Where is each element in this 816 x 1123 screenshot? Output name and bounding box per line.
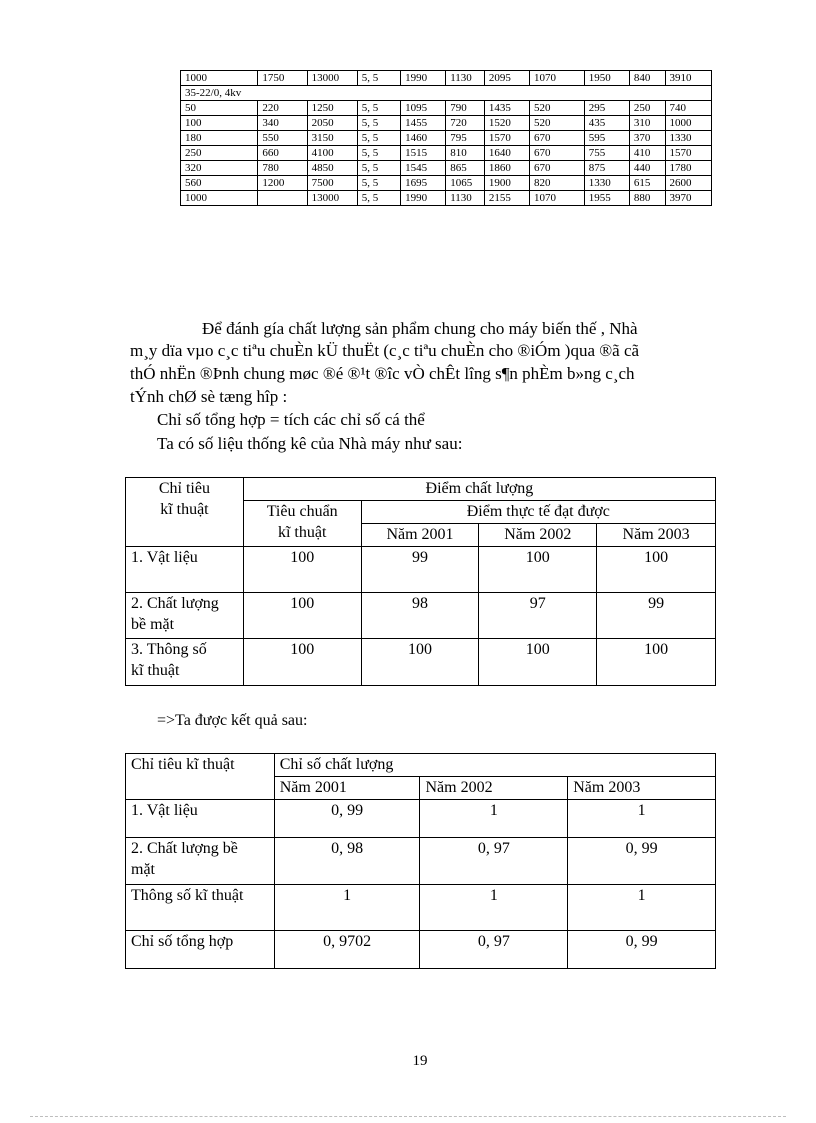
spec-cell: 340 bbox=[258, 116, 307, 131]
spec-cell: 660 bbox=[258, 146, 307, 161]
spec-cell: 2155 bbox=[484, 191, 529, 206]
spec-cell: 13000 bbox=[307, 191, 357, 206]
result-cell-value: 0, 99 bbox=[568, 931, 716, 969]
spec-cell: 370 bbox=[629, 131, 665, 146]
paragraph-line-3: thÓ nhËn ®Þnh chung møc ®é ®¹t ®îc vÒ chÊt lîng s¶n phÈm b»ng c¸ch bbox=[130, 364, 635, 383]
spec-cell: 5, 5 bbox=[357, 116, 400, 131]
result-header-year: Năm 2001 bbox=[274, 777, 420, 800]
points-row-surface bbox=[126, 593, 716, 639]
spec-cell: 180 bbox=[181, 131, 258, 146]
result-cell-value: 0, 97 bbox=[420, 838, 568, 885]
spec-row bbox=[181, 176, 712, 191]
spec-row bbox=[181, 71, 712, 86]
spec-row bbox=[181, 101, 712, 116]
result-cell-value: 0, 99 bbox=[274, 800, 420, 838]
spec-cell: 560 bbox=[181, 176, 258, 191]
spec-cell: 795 bbox=[446, 131, 485, 146]
spec-cell: 1455 bbox=[401, 116, 446, 131]
points-cell-value: 100 bbox=[597, 639, 716, 686]
spec-cell: 5, 5 bbox=[357, 161, 400, 176]
spec-cell: 1065 bbox=[446, 176, 485, 191]
spec-cell: 4100 bbox=[307, 146, 357, 161]
points-cell-value: 98 bbox=[361, 593, 479, 639]
result-row-name-line1: 2. Chất lượng bề bbox=[131, 840, 238, 857]
result-cell-value: 0, 99 bbox=[568, 838, 716, 885]
spec-cell: 1780 bbox=[665, 161, 712, 176]
points-header-quality-points: Điểm chất lượng bbox=[243, 478, 715, 501]
spec-cell: 1250 bbox=[307, 101, 357, 116]
points-row-name-line2: kĩ thuật bbox=[131, 662, 180, 679]
spec-row bbox=[181, 86, 712, 101]
spec-cell: 520 bbox=[529, 101, 584, 116]
result-row-name-line1: Chỉ số tổng hợp bbox=[131, 933, 234, 950]
paragraph-line-2: m¸y dïa vµo c¸c tiªu chuÈn kÜ thuËt (c¸c tiªu chuÈn cho ®iÓm )qua ®ã cã bbox=[130, 341, 640, 360]
points-cell-standard: 100 bbox=[243, 547, 361, 593]
result-cell-value: 0, 9702 bbox=[274, 931, 420, 969]
spec-cell: 250 bbox=[629, 101, 665, 116]
spec-cell: 790 bbox=[446, 101, 485, 116]
spec-cell bbox=[258, 191, 307, 206]
points-cell-value: 100 bbox=[479, 639, 597, 686]
spec-cell: 810 bbox=[446, 146, 485, 161]
spec-cell: 1520 bbox=[484, 116, 529, 131]
quality-index-table bbox=[125, 753, 716, 969]
result-cell-value: 1 bbox=[274, 885, 420, 931]
intro-text: Ta có số liệu thống kê của Nhà máy như sau: bbox=[157, 434, 463, 453]
result-row-name bbox=[126, 885, 275, 931]
spec-cell: 520 bbox=[529, 116, 584, 131]
spec-cell: 2050 bbox=[307, 116, 357, 131]
points-header-row-1 bbox=[126, 478, 716, 501]
result-cell-value: 1 bbox=[420, 885, 568, 931]
result-header-row-1 bbox=[126, 754, 716, 777]
result-row-name-line2: mặt bbox=[131, 861, 155, 878]
spec-cell: 875 bbox=[584, 161, 629, 176]
page-number: 19 bbox=[412, 1053, 428, 1069]
spec-cell: 5, 5 bbox=[357, 146, 400, 161]
points-row-materials bbox=[126, 547, 716, 593]
spec-cell: 780 bbox=[258, 161, 307, 176]
result-cell-value: 1 bbox=[568, 800, 716, 838]
spec-cell: 1695 bbox=[401, 176, 446, 191]
spec-table-body bbox=[181, 71, 712, 206]
result-cell-value: 0, 97 bbox=[420, 931, 568, 969]
spec-cell: 1750 bbox=[258, 71, 307, 86]
spec-cell: 615 bbox=[629, 176, 665, 191]
points-cell-value: 100 bbox=[597, 547, 716, 593]
spec-cell: 1990 bbox=[401, 71, 446, 86]
spec-cell: 1460 bbox=[401, 131, 446, 146]
spec-cell: 1435 bbox=[484, 101, 529, 116]
spec-cell: 7500 bbox=[307, 176, 357, 191]
spec-cell: 100 bbox=[181, 116, 258, 131]
result-intro-text: =>Ta được kết quả sau: bbox=[157, 712, 308, 729]
spec-cell: 1070 bbox=[529, 191, 584, 206]
result-row-surface bbox=[126, 838, 716, 885]
spec-cell: 1950 bbox=[584, 71, 629, 86]
spec-cell: 2600 bbox=[665, 176, 712, 191]
points-header-year: Năm 2002 bbox=[479, 524, 597, 547]
paragraph-line-1-text: Để đánh gía chất lượng sản phẩm chung cho máy biến thế , Nhà bbox=[202, 319, 638, 338]
result-header-year: Năm 2003 bbox=[568, 777, 716, 800]
spec-cell: 1330 bbox=[584, 176, 629, 191]
transformer-spec-table bbox=[180, 70, 712, 206]
result-row-composite bbox=[126, 931, 716, 969]
spec-cell: 1990 bbox=[401, 191, 446, 206]
spec-cell: 1000 bbox=[665, 116, 712, 131]
spec-cell: 1640 bbox=[484, 146, 529, 161]
result-row-name-line1: 1. Vật liệu bbox=[131, 802, 198, 819]
spec-cell: 3910 bbox=[665, 71, 712, 86]
spec-cell: 5, 5 bbox=[357, 101, 400, 116]
spec-cell: 1515 bbox=[401, 146, 446, 161]
points-header-standard bbox=[243, 501, 361, 547]
spec-cell: 1570 bbox=[484, 131, 529, 146]
spec-cell: 13000 bbox=[307, 71, 357, 86]
points-header-year: Năm 2003 bbox=[597, 524, 716, 547]
spec-row bbox=[181, 146, 712, 161]
result-row-name bbox=[126, 931, 275, 969]
spec-cell: 865 bbox=[446, 161, 485, 176]
spec-cell: 1130 bbox=[446, 191, 485, 206]
result-row-name bbox=[126, 838, 275, 885]
spec-cell: 550 bbox=[258, 131, 307, 146]
spec-cell: 410 bbox=[629, 146, 665, 161]
result-row-specs bbox=[126, 885, 716, 931]
points-cell-value: 100 bbox=[361, 639, 479, 686]
result-cell-value: 0, 98 bbox=[274, 838, 420, 885]
points-cell-standard: 100 bbox=[243, 593, 361, 639]
spec-cell: 250 bbox=[181, 146, 258, 161]
points-header-standard-line2: kĩ thuật bbox=[277, 524, 327, 541]
spec-row bbox=[181, 161, 712, 176]
footer-divider bbox=[30, 1116, 786, 1117]
spec-cell: 310 bbox=[629, 116, 665, 131]
formula-text: Chỉ số tổng hợp = tích các chỉ số cá thể bbox=[157, 410, 425, 429]
points-header-actual: Điểm thực tế đạt được bbox=[361, 501, 715, 524]
spec-cell: 755 bbox=[584, 146, 629, 161]
spec-cell: 595 bbox=[584, 131, 629, 146]
spec-cell: 670 bbox=[529, 131, 584, 146]
spec-row bbox=[181, 131, 712, 146]
spec-cell: 670 bbox=[529, 161, 584, 176]
spec-section-label: 35-22/0, 4kv bbox=[181, 86, 712, 101]
points-header-criteria bbox=[126, 478, 244, 547]
spec-cell: 440 bbox=[629, 161, 665, 176]
points-row-specs bbox=[126, 639, 716, 686]
result-header-index: Chỉ số chất lượng bbox=[274, 754, 715, 777]
spec-cell: 5, 5 bbox=[357, 131, 400, 146]
points-row-name-line2: bề mặt bbox=[131, 616, 175, 633]
spec-cell: 295 bbox=[584, 101, 629, 116]
spec-cell: 220 bbox=[258, 101, 307, 116]
points-cell-standard: 100 bbox=[243, 639, 361, 686]
spec-cell: 840 bbox=[629, 71, 665, 86]
spec-cell: 1570 bbox=[665, 146, 712, 161]
points-cell-value: 97 bbox=[479, 593, 597, 639]
paragraph-line-1 bbox=[130, 318, 638, 340]
spec-row bbox=[181, 116, 712, 131]
result-cell-value: 1 bbox=[420, 800, 568, 838]
spec-cell: 1070 bbox=[529, 71, 584, 86]
spec-cell: 2095 bbox=[484, 71, 529, 86]
points-row-name-line1: 3. Thông số bbox=[131, 641, 207, 658]
points-row-name-line1: 2. Chất lượng bbox=[131, 595, 219, 612]
paragraph-line-4: tÝnh chØ sè tæng hîp : bbox=[130, 387, 288, 406]
spec-cell: 5, 5 bbox=[357, 176, 400, 191]
spec-cell: 1330 bbox=[665, 131, 712, 146]
spec-cell: 5, 5 bbox=[357, 71, 400, 86]
result-row-name-line1: Thông số kĩ thuật bbox=[131, 887, 244, 904]
points-header-standard-line1: Tiêu chuẩn bbox=[266, 503, 338, 520]
spec-cell: 1095 bbox=[401, 101, 446, 116]
spec-cell: 670 bbox=[529, 146, 584, 161]
points-cell-value: 99 bbox=[361, 547, 479, 593]
points-header-criteria-line2: kĩ thuật bbox=[160, 501, 209, 518]
quality-points-table bbox=[125, 477, 716, 686]
spec-cell: 1000 bbox=[181, 71, 258, 86]
points-row-name bbox=[126, 547, 244, 593]
spec-row bbox=[181, 191, 712, 206]
points-header-criteria-line1: Chỉ tiêu bbox=[158, 480, 210, 497]
points-row-name bbox=[126, 639, 244, 686]
spec-cell: 740 bbox=[665, 101, 712, 116]
spec-cell: 5, 5 bbox=[357, 191, 400, 206]
spec-cell: 435 bbox=[584, 116, 629, 131]
spec-cell: 1900 bbox=[484, 176, 529, 191]
spec-cell: 3970 bbox=[665, 191, 712, 206]
spec-cell: 880 bbox=[629, 191, 665, 206]
points-row-name-line1: 1. Vật liệu bbox=[131, 549, 198, 566]
result-row-name bbox=[126, 800, 275, 838]
result-header-criteria: Chỉ tiêu kĩ thuật bbox=[126, 754, 275, 800]
spec-cell: 1955 bbox=[584, 191, 629, 206]
points-header-year: Năm 2001 bbox=[361, 524, 479, 547]
spec-cell: 1860 bbox=[484, 161, 529, 176]
spec-cell: 820 bbox=[529, 176, 584, 191]
result-cell-value: 1 bbox=[568, 885, 716, 931]
spec-cell: 4850 bbox=[307, 161, 357, 176]
spec-cell: 50 bbox=[181, 101, 258, 116]
result-row-materials bbox=[126, 800, 716, 838]
spec-cell: 1200 bbox=[258, 176, 307, 191]
spec-cell: 320 bbox=[181, 161, 258, 176]
spec-cell: 3150 bbox=[307, 131, 357, 146]
spec-cell: 1000 bbox=[181, 191, 258, 206]
spec-cell: 1130 bbox=[446, 71, 485, 86]
points-cell-value: 100 bbox=[479, 547, 597, 593]
spec-cell: 1545 bbox=[401, 161, 446, 176]
points-row-name bbox=[126, 593, 244, 639]
result-header-year: Năm 2002 bbox=[420, 777, 568, 800]
spec-cell: 720 bbox=[446, 116, 485, 131]
points-cell-value: 99 bbox=[597, 593, 716, 639]
